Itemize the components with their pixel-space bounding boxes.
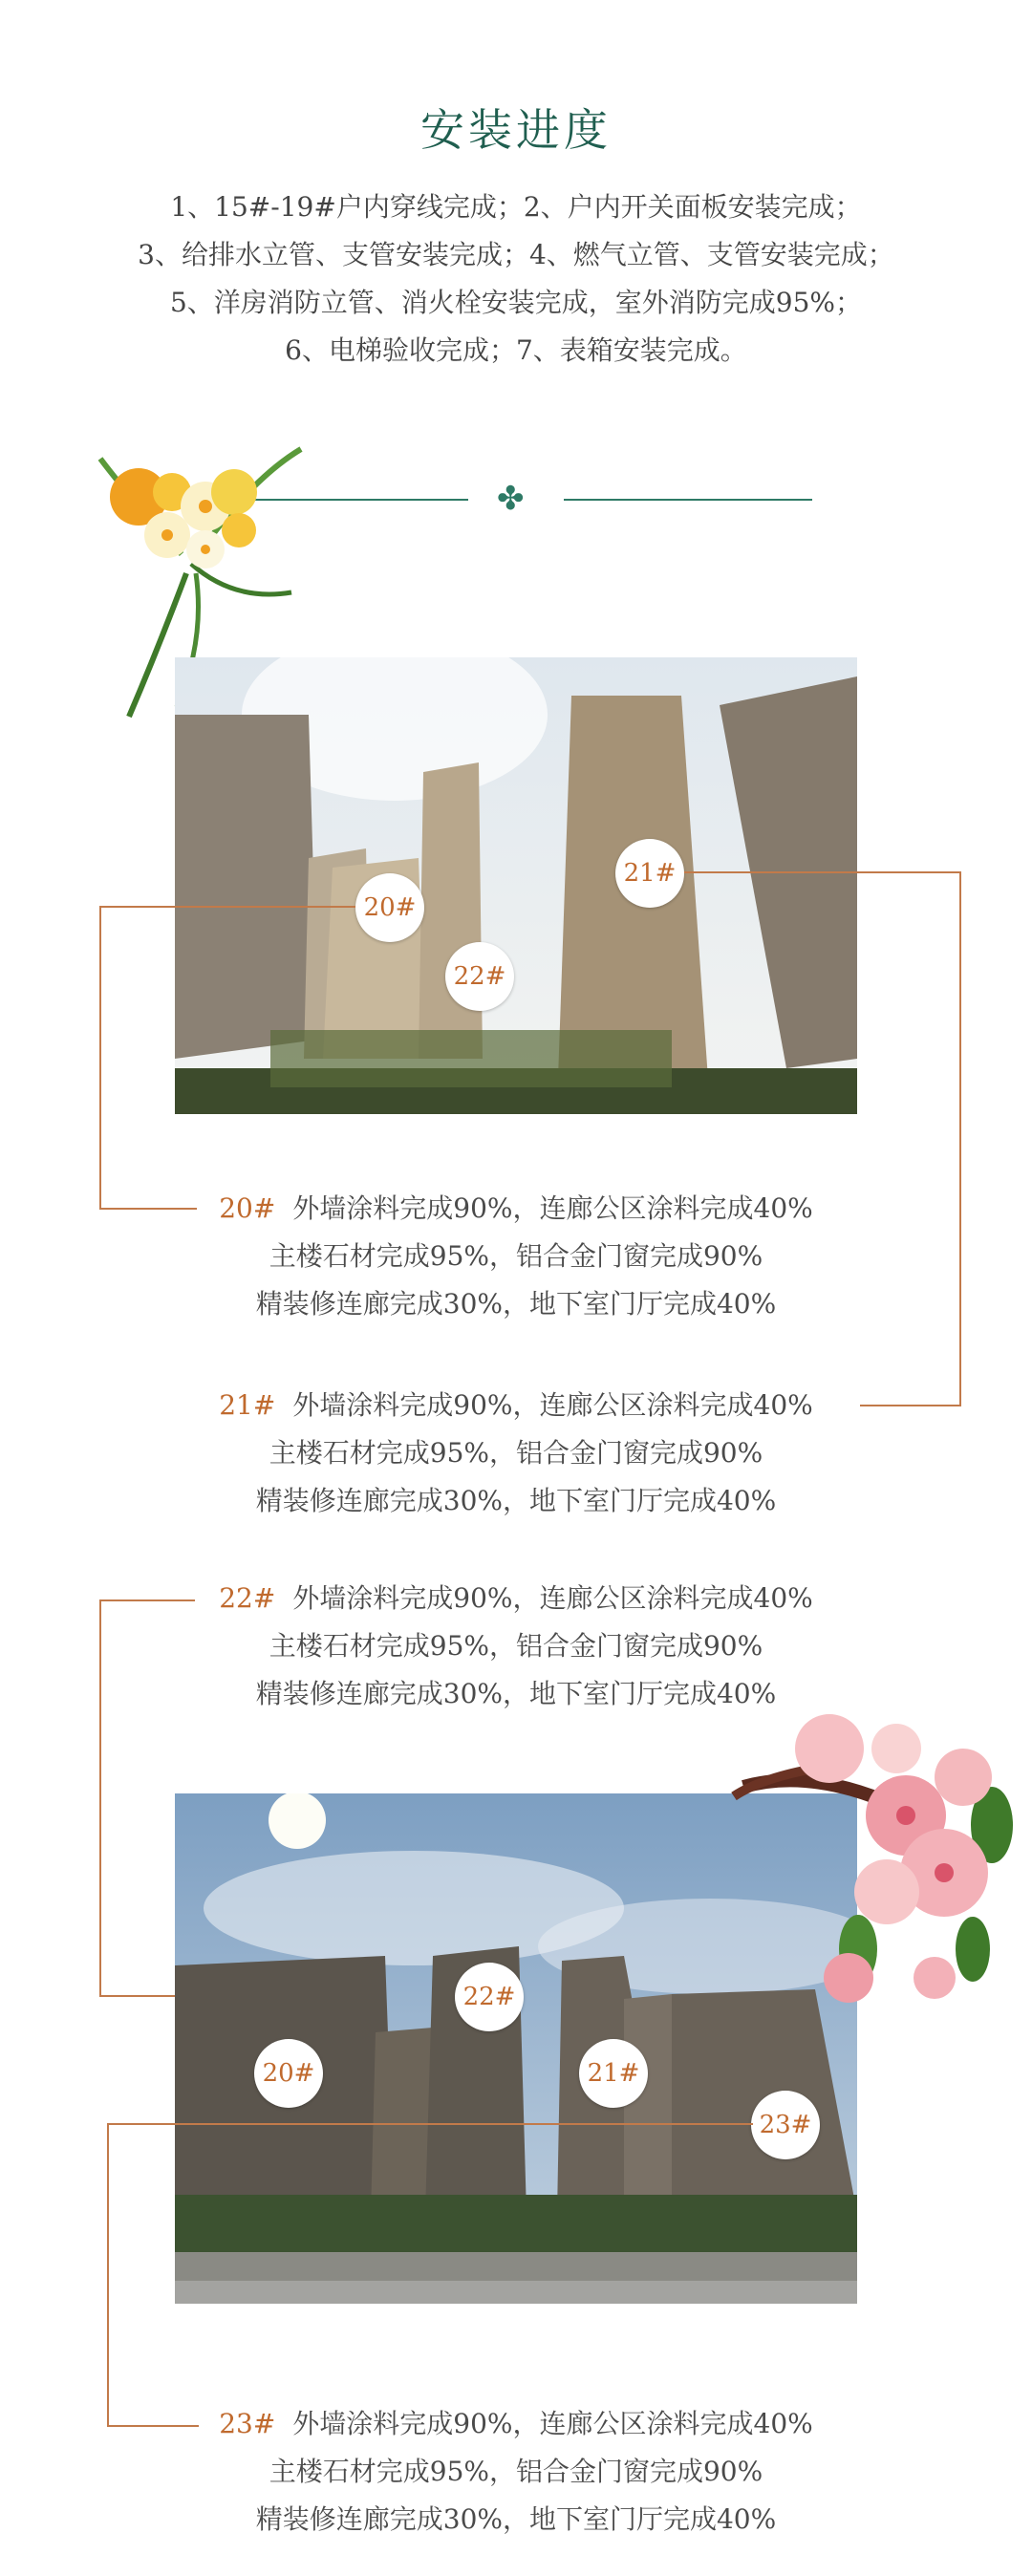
section-tag: 22#: [219, 1582, 276, 1614]
building-label-23: 23#: [751, 2091, 820, 2159]
section-line: 外墙涂料完成90%，连廊公区涂料完成40%: [292, 2408, 813, 2439]
building-label-20: 20#: [254, 2039, 323, 2108]
building-photo-1: [175, 657, 857, 1114]
clover-icon: ✤: [497, 480, 525, 518]
intro-text: [0, 183, 1032, 375]
building-label-22: 22#: [445, 942, 514, 1011]
progress-section-21: [0, 1382, 1032, 1525]
section-line: 外墙涂料完成90%，连廊公区涂料完成40%: [292, 1389, 813, 1421]
connector-22-top: [99, 1599, 195, 1601]
intro-line: 6、电梯验收完成；7、表箱安装完成。: [285, 334, 747, 366]
intro-line: 3、给排水立管、支管安装完成；4、燃气立管、支管安装完成；: [138, 239, 894, 270]
building-label-20: 20#: [355, 873, 424, 942]
connector-20-vertical: [99, 906, 101, 1210]
building-label-21: 21#: [615, 839, 684, 908]
intro-line: 1、15#-19#户内穿线完成；2、户内开关面板安装完成；: [170, 191, 862, 223]
section-line: 外墙涂料完成90%，连廊公区涂料完成40%: [292, 1582, 813, 1614]
connector-22-vertical: [99, 1599, 101, 1997]
connector-23-top: [107, 2123, 753, 2125]
connector-21-top: [684, 871, 961, 873]
azalea-bouquet-icon: [705, 1710, 1021, 2035]
section-line: 主楼石材完成95%，铝合金门窗完成90%: [269, 1240, 763, 1272]
connector-20-top: [99, 906, 355, 908]
intro-line: 5、洋房消防立管、消火栓安装完成，室外消防完成95%；: [169, 287, 863, 318]
section-line: 外墙涂料完成90%，连廊公区涂料完成40%: [292, 1192, 813, 1224]
section-line: 精装修连廊完成30%，地下室门厅完成40%: [255, 1288, 777, 1320]
section-tag: 20#: [219, 1192, 276, 1224]
page-title: 安装进度: [420, 104, 612, 156]
section-line: 精装修连廊完成30%，地下室门厅完成40%: [255, 2503, 777, 2535]
progress-section-22: [0, 1575, 1032, 1718]
connector-23-vertical: [107, 2123, 109, 2427]
section-tag: 23#: [219, 2408, 276, 2439]
building-label-21: 21#: [579, 2039, 648, 2108]
section-line: 主楼石材完成95%，铝合金门窗完成90%: [269, 2456, 763, 2487]
section-line: 精装修连廊完成30%，地下室门厅完成40%: [255, 1485, 777, 1516]
progress-section-20: [0, 1185, 1032, 1328]
progress-section-23: [0, 2400, 1032, 2544]
section-line: 主楼石材完成95%，铝合金门窗完成90%: [269, 1437, 763, 1469]
section-line: 主楼石材完成95%，铝合金门窗完成90%: [269, 1630, 763, 1662]
section-line: 精装修连廊完成30%，地下室门厅完成40%: [255, 1678, 777, 1709]
building-label-22: 22#: [455, 1963, 524, 2031]
section-tag: 21#: [219, 1389, 276, 1421]
divider-right: [564, 499, 812, 501]
